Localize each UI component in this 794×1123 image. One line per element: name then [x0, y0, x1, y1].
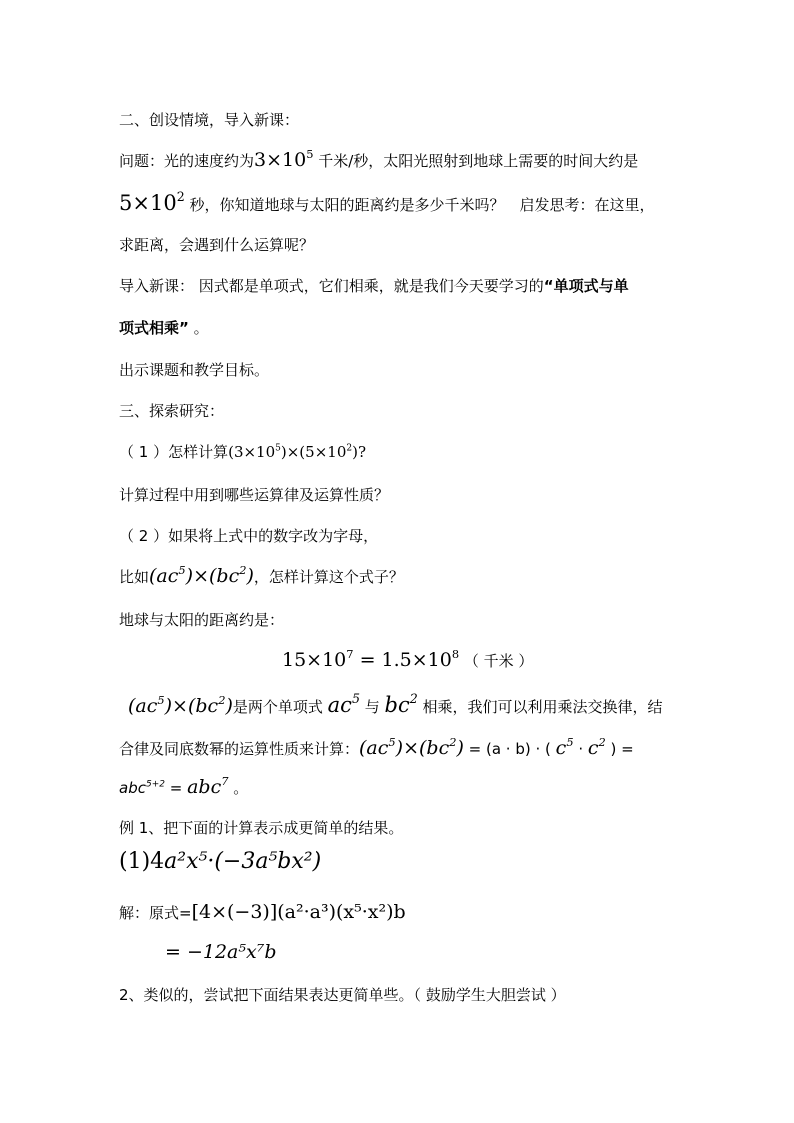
- question-1: （ 1 ）怎样计算$(3\times 10^5)\times(5\times 10^2)$?: [119, 443, 367, 461]
- explanation-line-2: 合律及同底数幂的运算性质来计算：$(ac^5)\times(bc^2) = (a \cdot b)$ · ( $c^5 \cdot c^2$ ) =: [119, 735, 634, 759]
- distance-label: 地球与太阳的距离约是：: [119, 611, 285, 629]
- intro-line-2: 项式相乘” 。: [119, 319, 209, 337]
- problem-line-2: $5\times 10^2$ 秒，你知道地球与太阳的距离约是多少千米吗？ 启发思考：在这里，: [119, 189, 655, 215]
- example-1-solution-step-1: 解：原式=[4×(−3)](a²·a³)(x⁵·x²)b: [119, 901, 406, 923]
- q2-expression: $(ac^5)\times(bc^2)$: [149, 563, 254, 587]
- explanation-line-3: abc$^{5+2}$ = abc$^7$ 。: [119, 774, 249, 798]
- q1-expression: $(3\times 10^5)\times(5\times 10^2)$?: [228, 443, 367, 461]
- explain-expression: $(ac^5)\times(bc^2)$: [128, 693, 233, 717]
- intro-line-1: 导入新课： 因式都是单项式，它们相乘，就是我们今天要学习的“单项式与单: [119, 277, 629, 295]
- question-2-example: 比如$(ac^5)\times(bc^2)$，怎样计算这个式子？: [119, 563, 404, 587]
- monomial-2: $bc^2$: [384, 691, 418, 717]
- monomial-1: $ac^5$: [327, 691, 360, 717]
- speed-value: $3\times 10^5$: [254, 147, 314, 171]
- section-heading-2: 二、创设情境，导入新课：: [119, 111, 300, 129]
- example-1-title: 例 1、把下面的计算表示成更简单的结果。: [119, 819, 404, 837]
- question-2: （ 2 ）如果将上式中的数字改为字母，: [119, 527, 379, 545]
- section-heading-3: 三、探索研究：: [119, 402, 225, 420]
- item-2: 2、类似的，尝试把下面结果表达更简单些。（ 鼓励学生大胆尝试 ）: [119, 986, 566, 1004]
- problem-line-3: 求距离，会遇到什么运算呢？: [119, 236, 315, 254]
- time-value: $5\times 10^2$: [119, 189, 185, 215]
- show-title-line: 出示课题和教学目标。: [119, 361, 270, 379]
- explanation-line-1: $(ac^5)\times(bc^2)$是两个单项式 $ac^5$ 与 $bc^2$ 相乘，我们可以利用乘法交换律，结: [128, 691, 663, 717]
- example-1-solution-step-2: = −12a⁵x⁷b: [165, 941, 277, 963]
- question-1-followup: 计算过程中用到哪些运算律及运算性质？: [119, 486, 390, 504]
- problem-line-1: 问题：光的速度约为$3\times 10^5$ 千米/秒，太阳光照射到地球上需要的时间大约是: [119, 147, 639, 171]
- example-1-problem: (1)4a²x⁵·(−3a⁵bx²): [119, 849, 322, 874]
- distance-equation: $15\times 10^7 = 1.5\times 10^8$ （ 千米 ）: [282, 647, 534, 671]
